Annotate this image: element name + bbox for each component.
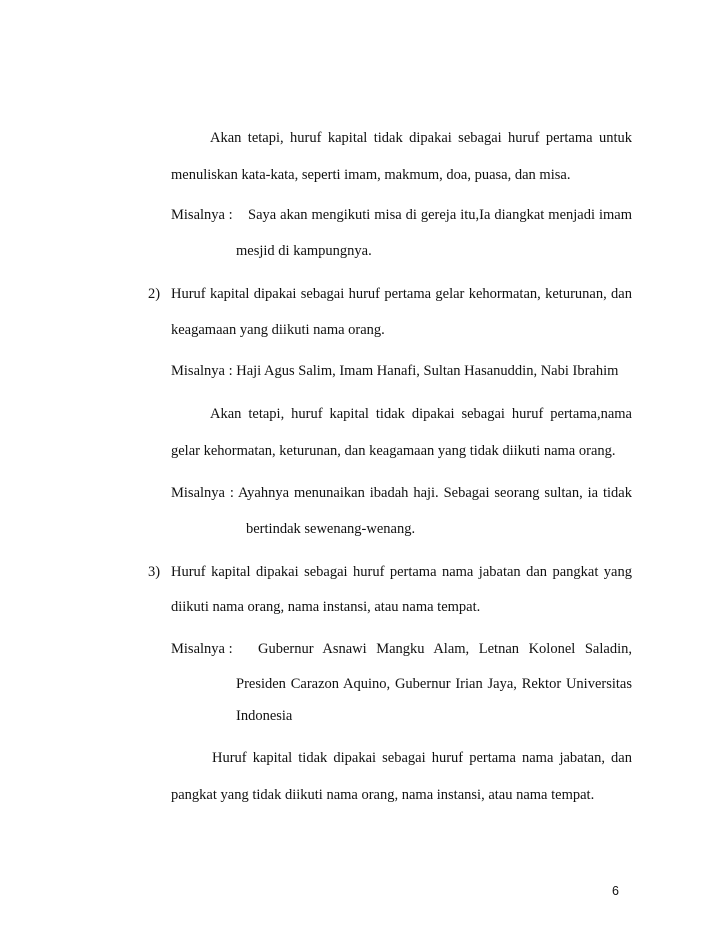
example-4-line-2: Presiden Carazon Aquino, Gubernur Irian Jaya, Rektor Universitas [236, 676, 632, 692]
paragraph-1-line-2: menuliskan kata-kata, seperti imam, makmum, doa, puasa, dan misa. [171, 167, 571, 183]
example-3-line-2: bertindak sewenang-wenang. [246, 521, 416, 537]
example-3-line-1: Misalnya : Ayahnya menunaikan ibadah haji. Sebagai seorang sultan, ia tidak [171, 485, 632, 501]
paragraph-3-line-2: pangkat yang tidak diikuti nama orang, nama instansi, atau nama tempat. [171, 787, 595, 803]
page-number: 6 [612, 884, 619, 898]
example-4-line-3: Indonesia [236, 708, 293, 724]
example-1-line-2: mesjid di kampungnya. [236, 243, 372, 259]
example-1-line-1: Saya akan mengikuti misa di gereja itu,Ia diangkat menjadi imam [248, 207, 632, 223]
paragraph-2-line-1: Akan tetapi, huruf kapital tidak dipakai sebagai huruf pertama,nama [210, 406, 632, 422]
list-item-2-line-2: keagamaan yang diikuti nama orang. [171, 322, 385, 338]
example-4-label: Misalnya : [171, 641, 233, 657]
list-item-2-number: 2) [148, 286, 161, 302]
example-1-label: Misalnya : [171, 207, 233, 223]
paragraph-3-line-1: Huruf kapital tidak dipakai sebagai huruf pertama nama jabatan, dan [212, 750, 632, 766]
paragraph-1-line-1: Akan tetapi, huruf kapital tidak dipakai sebagai huruf pertama untuk [210, 130, 632, 146]
list-item-3-line-1: Huruf kapital dipakai sebagai huruf pertama nama jabatan dan pangkat yang [171, 564, 632, 580]
paragraph-2-line-2: gelar kehormatan, keturunan, dan keagamaan yang tidak diikuti nama orang. [171, 443, 616, 459]
list-item-3-number: 3) [148, 564, 161, 580]
list-item-2-line-1: Huruf kapital dipakai sebagai huruf pertama gelar kehormatan, keturunan, dan [171, 286, 632, 302]
example-2-line: Misalnya : Haji Agus Salim, Imam Hanafi, Sultan Hasanuddin, Nabi Ibrahim [171, 363, 619, 379]
list-item-3-line-2: diikuti nama orang, nama instansi, atau nama tempat. [171, 599, 481, 615]
example-4-line-1: Gubernur Asnawi Mangku Alam, Letnan Kolonel Saladin, [258, 641, 632, 657]
